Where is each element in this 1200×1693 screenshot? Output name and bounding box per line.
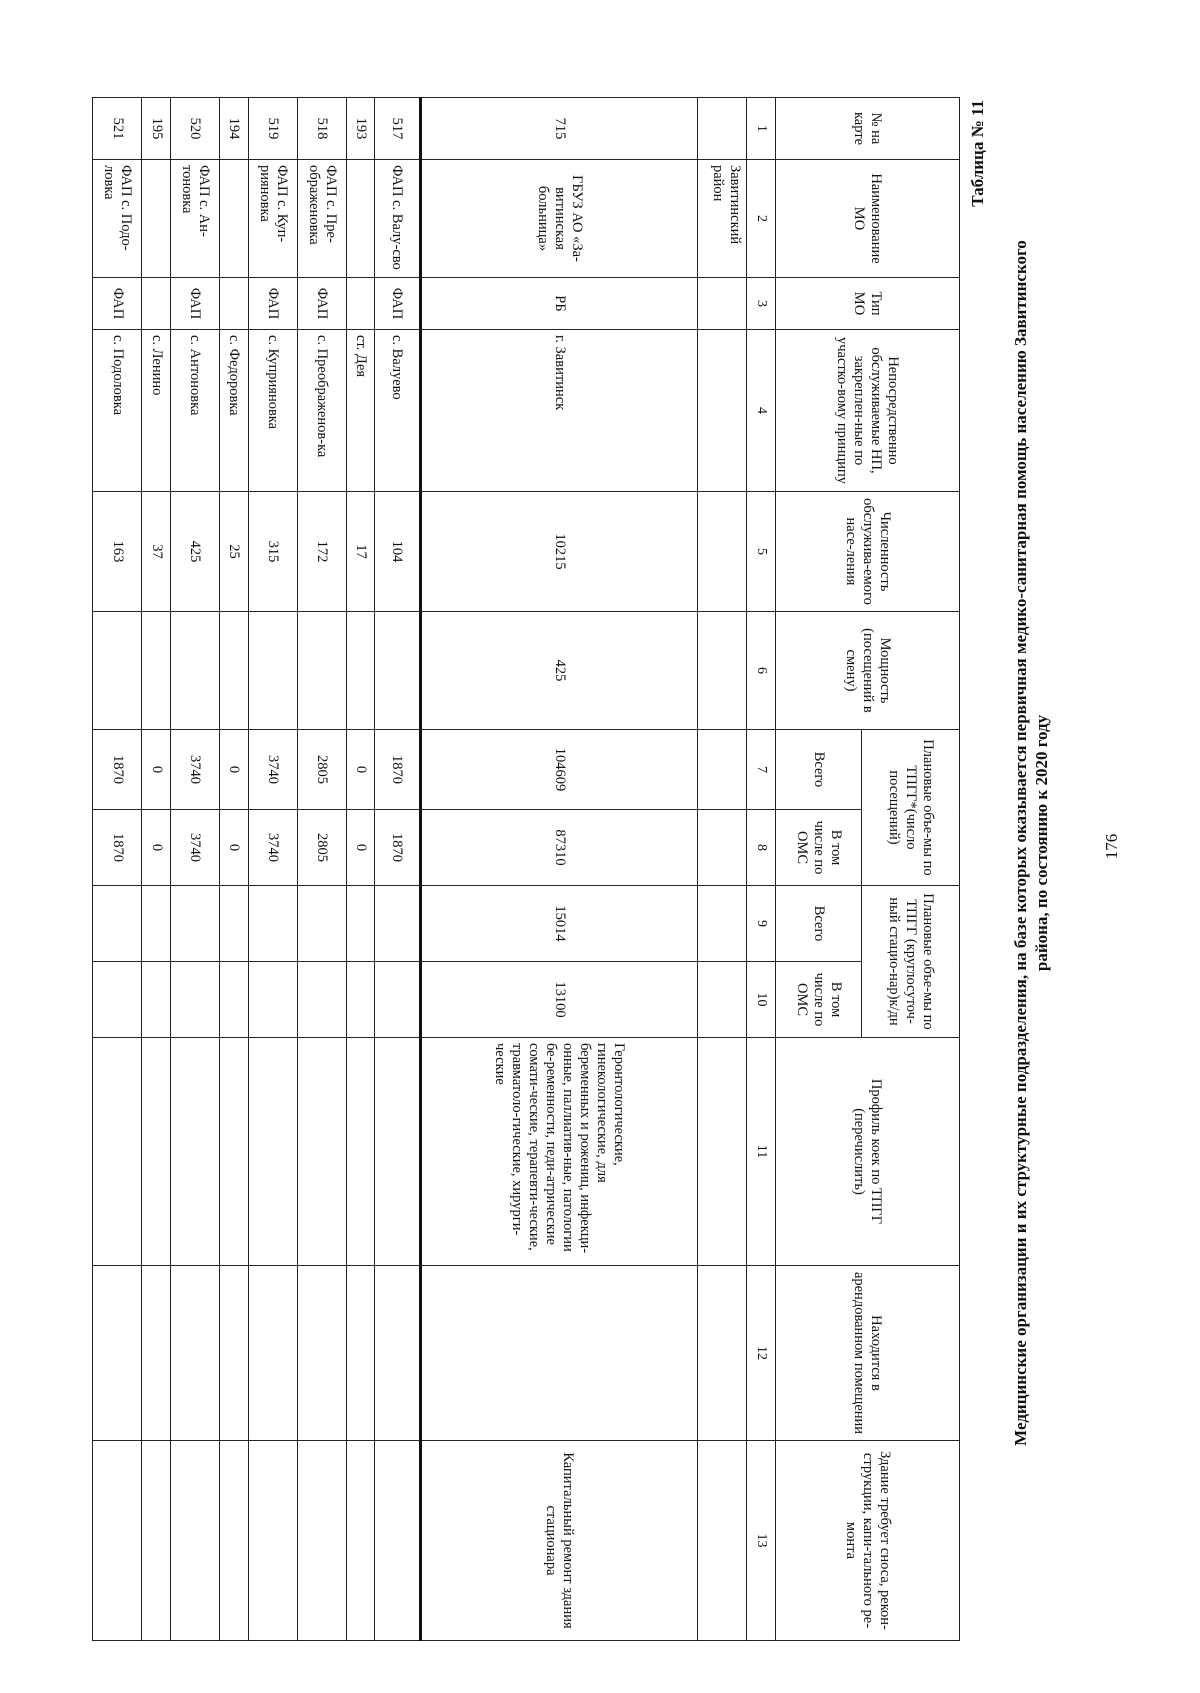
settlement-cell: с. Федоровка [219,329,248,491]
inpatient-total-cell [93,886,142,962]
header-inpatient-oms: В том числе по ОМС [775,962,861,1038]
column-number-7: 7 [747,729,776,809]
header-row-1 [861,97,959,1640]
settlement-cell: с. Валуево [375,329,420,491]
visits-total-cell: 2805 [297,729,346,809]
capacity-cell [375,611,420,729]
header-rented: Находится в арендованном помещении [775,1266,959,1441]
column-numbers-row [747,97,776,1640]
table-row [420,97,697,1640]
inpatient-oms-cell [375,962,420,1038]
visits-oms-cell: 87310 [420,809,697,885]
repair-note-cell [248,1441,297,1641]
title-line-2: района, по состоянию к 2020 году [1032,714,1051,972]
header-inpatient-total: Всего [775,886,861,962]
map-number-cell: 193 [346,97,375,159]
column-number-4: 4 [747,329,776,491]
inpatient-total-cell [297,886,346,962]
repair-note-cell [93,1441,142,1641]
inpatient-oms-cell [219,962,248,1038]
visits-oms-cell: 0 [142,809,171,885]
rented-cell [375,1266,420,1441]
column-number-13: 13 [747,1441,776,1641]
document-title [1010,103,1052,1583]
header-mo-type: Тип МО [775,277,959,329]
mo-type-cell: РБ [420,277,697,329]
mo-type-cell [219,277,248,329]
header-visits-group: Плановые объе-мы по ТПГГ*(число посещений) [861,729,959,885]
visits-total-cell: 1870 [375,729,420,809]
repair-note-cell: Капитальный ремонт здания стационара [420,1441,697,1641]
capacity-cell [93,611,142,729]
capacity-cell [170,611,219,729]
rented-cell [219,1266,248,1441]
inpatient-total-cell [248,886,297,962]
mo-name-cell: ФАП с. Куп-рияновка [248,159,297,277]
bed-profile-cell [219,1038,248,1266]
visits-oms-cell: 3740 [248,809,297,885]
rented-cell [142,1266,171,1441]
mo-type-cell: ФАП [375,277,420,329]
settlement-cell: с. Куприяновка [248,329,297,491]
mo-name-cell: ФАП с. Подо-ловка [93,159,142,277]
table-row [248,97,297,1640]
inpatient-total-cell [170,886,219,962]
table-row [346,97,375,1640]
population-cell: 10215 [420,491,697,611]
population-cell: 315 [248,491,297,611]
inpatient-total-cell [346,886,375,962]
visits-oms-cell: 2805 [297,809,346,885]
inpatient-oms-cell [93,962,142,1038]
rented-cell [248,1266,297,1441]
mo-type-cell: ФАП [93,277,142,329]
mo-name-cell: ГБУЗ АО «За-витинская больница» [420,159,697,277]
settlement-cell: г. Завитинск [420,329,697,491]
inpatient-oms-cell [248,962,297,1038]
map-number-cell: 518 [297,97,346,159]
mo-type-cell: ФАП [170,277,219,329]
capacity-cell [346,611,375,729]
population-cell: 163 [93,491,142,611]
title-line-1: Медицинские организации и их структурные подразделения, на базе которых оказывается первичная медико-санитарная помощь населению Завитинского [1011,240,1030,1446]
repair-note-cell [142,1441,171,1641]
header-inpatient-group: Плановые объе-мы по ТПГГ (круглосуточ-ный стацио-нар)к/дн [861,886,959,1038]
population-cell: 172 [297,491,346,611]
table-row [170,97,219,1640]
settlement-cell: с. Подоловка [93,329,142,491]
mo-name-cell [346,159,375,277]
map-number-cell: 517 [375,97,420,159]
repair-note-cell [170,1441,219,1641]
settlement-cell: с. Преображенов-ка [297,329,346,491]
visits-oms-cell: 0 [346,809,375,885]
repair-note-cell [219,1441,248,1641]
district-row [698,97,747,1640]
header-visits-oms: В том числе по ОМС [775,809,861,885]
header-bed-profile: Профиль коек по ТПГГ (перечислить) [775,1038,959,1266]
page-number: 176 [1102,833,1121,860]
table-row [219,97,248,1640]
table-label: Таблица № 11 [968,100,987,207]
district-name: Завитинский район [698,159,747,277]
header-repair: Здание требует сноса, рекон-струкции, капи-тального ре-монта [775,1441,959,1641]
population-cell: 25 [219,491,248,611]
rented-cell [93,1266,142,1441]
table-row [93,97,142,1640]
header-mo-name: Наименование МО [775,159,959,277]
inpatient-total-cell [219,886,248,962]
visits-total-cell: 3740 [170,729,219,809]
inpatient-oms-cell [346,962,375,1038]
column-number-3: 3 [747,277,776,329]
column-number-9: 9 [747,886,776,962]
bed-profile-cell [142,1038,171,1266]
population-cell: 17 [346,491,375,611]
facilities-table [92,97,960,1641]
rented-cell [420,1266,697,1441]
visits-total-cell: 104609 [420,729,697,809]
mo-name-cell: ФАП с. Ан-тоновка [170,159,219,277]
repair-note-cell [297,1441,346,1641]
visits-total-cell: 0 [219,729,248,809]
rented-cell [297,1266,346,1441]
inpatient-total-cell [375,886,420,962]
map-number-cell: 521 [93,97,142,159]
inpatient-oms-cell [170,962,219,1038]
visits-oms-cell: 1870 [375,809,420,885]
district-cell-empty [698,97,747,159]
inpatient-oms-cell: 13100 [420,962,697,1038]
table-row [375,97,420,1640]
column-number-10: 10 [747,962,776,1038]
visits-oms-cell: 1870 [93,809,142,885]
map-number-cell: 520 [170,97,219,159]
mo-type-cell [346,277,375,329]
column-number-6: 6 [747,611,776,729]
bed-profile-cell [248,1038,297,1266]
bed-profile-cell [375,1038,420,1266]
column-number-12: 12 [747,1266,776,1441]
bed-profile-cell [297,1038,346,1266]
capacity-cell: 425 [420,611,697,729]
bed-profile-cell [170,1038,219,1266]
table-row [142,97,171,1640]
column-number-8: 8 [747,809,776,885]
map-number-cell: 519 [248,97,297,159]
map-number-cell: 195 [142,97,171,159]
inpatient-total-cell: 15014 [420,886,697,962]
visits-total-cell: 1870 [93,729,142,809]
settlement-cell: с. Антоновка [170,329,219,491]
capacity-cell [248,611,297,729]
visits-total-cell: 3740 [248,729,297,809]
visits-total-cell: 0 [346,729,375,809]
population-cell: 425 [170,491,219,611]
header-map-number: № на карте [775,97,959,159]
mo-name-cell [219,159,248,277]
header-visits-total: Всего [775,729,861,809]
header-capacity: Мощность (посещений в смену) [775,611,959,729]
bed-profile-cell [93,1038,142,1266]
repair-note-cell [346,1441,375,1641]
capacity-cell [219,611,248,729]
inpatient-oms-cell [297,962,346,1038]
visits-oms-cell: 0 [219,809,248,885]
mo-type-cell: ФАП [248,277,297,329]
visits-oms-cell: 3740 [170,809,219,885]
population-cell: 37 [142,491,171,611]
table-row [297,97,346,1640]
capacity-cell [142,611,171,729]
map-number-cell: 715 [420,97,697,159]
column-number-2: 2 [747,159,776,277]
header-settlements: Непосредственно обслуживаемые НП, закреплен-ные по участко-вому принципу [775,329,959,491]
map-number-cell: 194 [219,97,248,159]
visits-total-cell: 0 [142,729,171,809]
mo-type-cell: ФАП [297,277,346,329]
rented-cell [346,1266,375,1441]
column-number-5: 5 [747,491,776,611]
repair-note-cell [375,1441,420,1641]
mo-name-cell: ФАП с. Валу-сво [375,159,420,277]
column-number-1: 1 [747,97,776,159]
inpatient-oms-cell [142,962,171,1038]
mo-type-cell [142,277,171,329]
settlement-cell: ст. Дея [346,329,375,491]
column-number-11: 11 [747,1038,776,1266]
inpatient-total-cell [142,886,171,962]
mo-name-cell [142,159,171,277]
mo-name-cell: ФАП с. Пре-ображеновка [297,159,346,277]
header-population: Численность обслужива-емого насе-ления [775,491,959,611]
rented-cell [170,1266,219,1441]
capacity-cell [297,611,346,729]
population-cell: 104 [375,491,420,611]
bed-profile-cell [346,1038,375,1266]
bed-profile-cell: Геронтологические, гинекологические, для беременных и рожениц, инфекци-онные, паллиатив-ные, патологии бе-ременности, педи-атрические сомати-ческие, терапевти-ческие, травматоло-гические, хирурги-ческие [420,1038,697,1266]
settlement-cell: с. Ленино [142,329,171,491]
